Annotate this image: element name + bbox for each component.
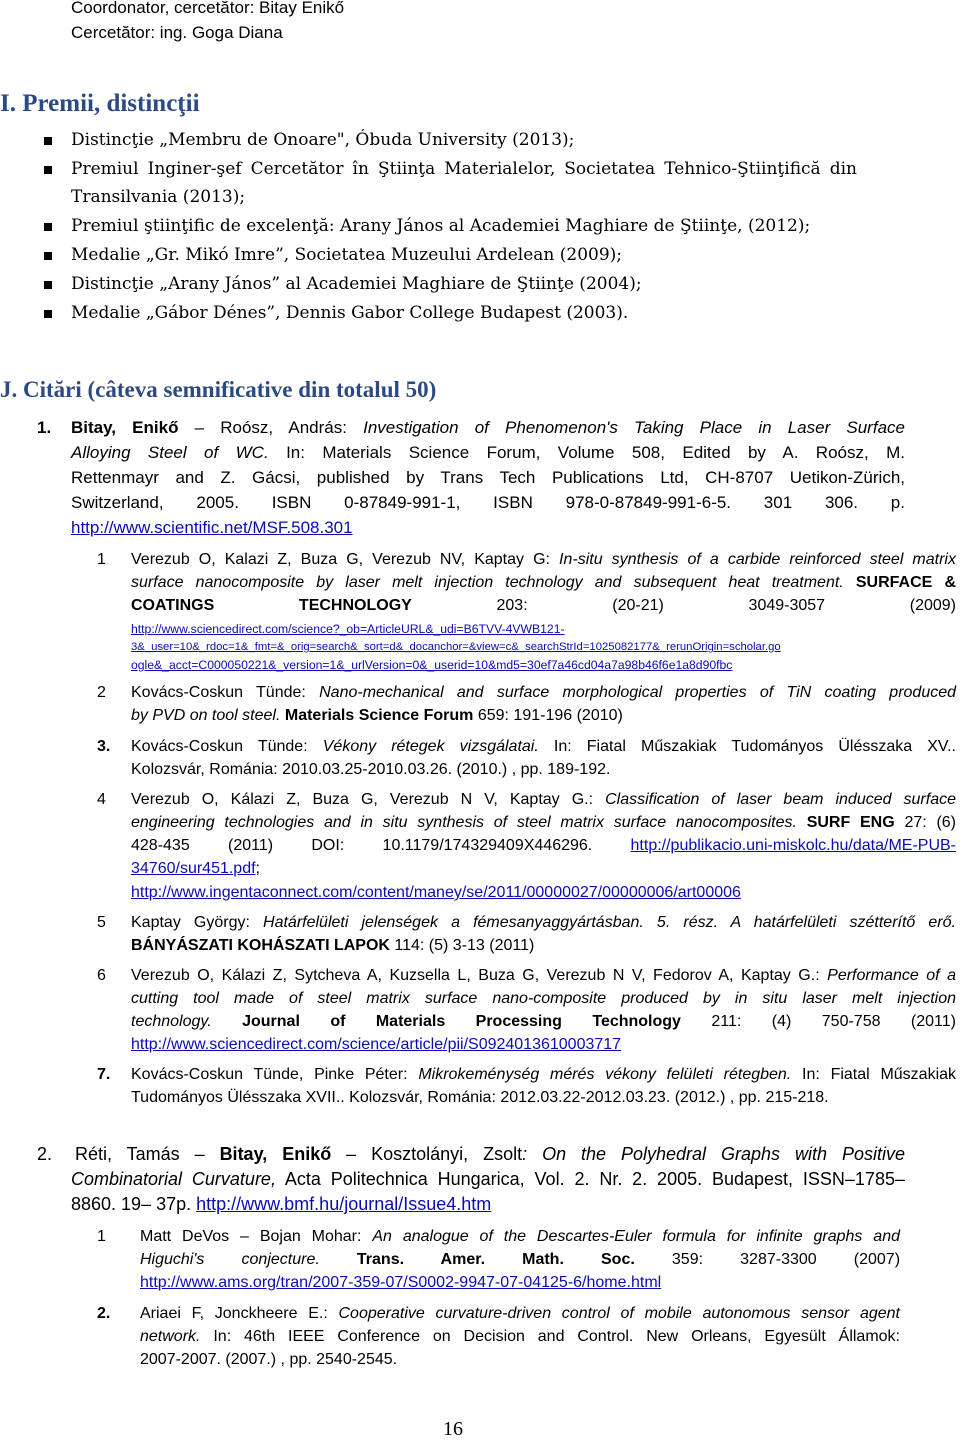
ref-number: 2 — [97, 684, 106, 701]
ref-line: 2007-2007. (2007.) , pp. 2540-2545. — [140, 1351, 398, 1368]
ref-link[interactable]: 34760/sur451.pdf — [131, 860, 256, 877]
paper-line: 8860. 19– 37p. http://www.bmf.hu/journal/Issue4.htm — [71, 1194, 492, 1214]
ref-line: Verezub O, Kálazi Z, Sytcheva A, Kuzsella L, Buza G, Verezub N V, Fedorov A, Kaptay G.: Performance of a — [131, 967, 956, 984]
ref-link[interactable]: ogle&_acct=C000050221&_version=1&_urlVersion=0&_userid=10&md5=30ef7a46cd04a7a98b46f6e1a8d90fbc — [131, 658, 733, 672]
ref-line: by PVD on tool steel. Materials Science Forum 659: 191-196 (2010) — [131, 707, 623, 724]
ref-line: network. In: 46th IEEE Conference on Decision and Control. New Orleans, Egyesült Államok: — [140, 1328, 901, 1345]
ref-link[interactable]: http://www.ams.org/tran/2007-359-07/S0002-9947-07-04125-6/home.html — [140, 1274, 662, 1291]
paper-line: Réti, Tamás – Bitay, Enikő – Kosztolányi, Zsolt: On the Polyhedral Graphs with Positive — [75, 1144, 905, 1164]
ref-link[interactable]: http://www.sciencedirect.com/science/article/pii/S0924013610003717 — [131, 1036, 622, 1053]
bullet-icon — [44, 137, 52, 145]
ref-link[interactable]: 3&_user=10&_rdoc=1&_fmt=&_orig=search&_sort=d&_docanchor=&view=c&_searchStrId=1025082177&_rerunOrigin=scholar.go — [131, 641, 781, 653]
ref-link[interactable]: http://www.ingentaconnect.com/content/maney/se/2011/00000027/00000006/art00006 — [131, 884, 741, 901]
list-item: Distincţie „Arany János” al Academiei Maghiare de Ştiinţe (2004); — [71, 274, 642, 294]
ref-line: Matt DeVos – Bojan Mohar: An analogue of the Descartes-Euler formula for infinite graphs and — [140, 1228, 900, 1245]
paper-line: Switzerland, 2005. ISBN 0-87849-991-1, ISBN 978-0-87849-991-6-5. 301 306. p. — [71, 493, 905, 512]
ref-number: 3. — [97, 738, 111, 755]
paper-line: Bitay, Enikő – Roósz, András: Investigation of Phenomenon's Taking Place in Laser Surface — [71, 418, 905, 437]
list-item: Premiul Inginer-şef Cercetător în Ştiinţa Materialelor, Societatea Tehnico-Ştiinţifică din — [71, 159, 857, 179]
list-item: Premiul ştiinţific de excelenţă: Arany János al Academiei Maghiare de Ştiinţe, (2012); — [71, 216, 811, 236]
bullet-icon — [44, 252, 52, 260]
list-item: Medalie „Gábor Dénes”, Dennis Gabor College Budapest (2003). — [71, 303, 629, 323]
list-item: Distincţie „Membru de Onoare", Óbuda University (2013); — [71, 130, 575, 150]
ref-line: cutting tool made of steel matrix surface nano-composite produced by in situ laser melt injection — [131, 990, 956, 1007]
ref-line: COATINGS TECHNOLOGY 203: (20-21) 3049-3057 (2009) — [131, 597, 956, 614]
ref-number: 1 — [97, 551, 106, 568]
ref-line: Kovács-Coskun Tünde, Pinke Péter: Mikrokeménység mérés vékony felületi rétegben. In: Fiatal Műszakiak — [131, 1066, 957, 1083]
bullet-icon — [44, 281, 52, 289]
paper-line: Combinatorial Curvature, Acta Politechnica Hungarica, Vol. 2. Nr. 2. 2005. Budapest, ISSN–1785– — [71, 1169, 905, 1189]
ref-number: 6 — [97, 967, 106, 984]
researcher-line: Cercetător: ing. Goga Diana — [71, 23, 283, 42]
ref-line: surface nanocomposite by laser melt injection technology and subsequent heat treatment. SURFACE & — [131, 574, 956, 591]
list-item-continuation: Transilvania (2013); — [71, 187, 246, 207]
paper-link[interactable]: http://www.scientific.net/MSF.508.301 — [71, 518, 353, 537]
ref-number: 7. — [97, 1066, 111, 1083]
ref-line: Kovács-Coskun Tünde: Nano-mechanical and surface morphological properties of TiN coating produced — [131, 684, 957, 701]
paper-link[interactable]: http://www.bmf.hu/journal/Issue4.htm — [196, 1194, 492, 1214]
ref-line: Ariaei F, Jonckheere E.: Cooperative curvature-driven control of mobile autonomous sensor agent — [140, 1305, 900, 1322]
bullet-icon — [44, 223, 52, 231]
ref-line: Verezub O, Kalazi Z, Buza G, Verezub NV, Kaptay G: In-situ synthesis of a carbide reinforced steel matrix — [131, 551, 956, 568]
ref-line: BÁNYÁSZATI KOHÁSZATI LAPOK 114: (5) 3-13 (2011) — [131, 937, 535, 954]
ref-number: 4 — [97, 791, 106, 808]
coordinator-line: Coordonator, cercetător: Bitay Enikő — [71, 0, 345, 17]
page-number: 16 — [443, 1418, 463, 1440]
paper-number: 2. — [37, 1144, 53, 1164]
citations-heading: J. Citări (câteva semnificative din totalul 50) — [0, 377, 437, 402]
ref-line: 428-435 (2011) DOI: 10.1179/174329409X446296. http://publikacio.uni-miskolc.hu/data/ME-PUB- — [131, 837, 956, 854]
awards-heading: I. Premii, distincţii — [0, 90, 200, 117]
ref-line: Verezub O, Kálazi Z, Buza G, Verezub N V, Kaptay G.: Classification of laser beam induced surface — [131, 791, 957, 808]
paper-number: 1. — [37, 418, 52, 437]
ref-line: Kolozsvár, Románia: 2010.03.25-2010.03.26. (2010.) , pp. 189-192. — [131, 761, 611, 778]
ref-line: engineering technologies and in situ synthesis of steel matrix surface nanocomposites. SURF ENG 27: (6) — [131, 814, 956, 831]
ref-line: Kovács-Coskun Tünde: Vékony rétegek vizsgálatai. In: Fiatal Műszakiak Tudományos Ülésszaka XV.. — [131, 738, 957, 755]
ref-number: 5 — [97, 914, 106, 931]
ref-link[interactable]: http://www.sciencedirect.com/science?_ob=ArticleURL&_udi=B6TVV-4VWB121- — [131, 622, 565, 636]
ref-line: technology. Journal of Materials Processing Technology 211: (4) 750-758 (2011) — [131, 1013, 956, 1030]
paper-line: Rettenmayr and Z. Gácsi, published by Trans Tech Publications Ltd, CH-8707 Uetikon-Zürich, — [71, 468, 905, 487]
ref-number: 2. — [97, 1305, 111, 1322]
ref-line: Kaptay György: Határfelületi jelenségek a fémesanyaggyártásban. 5. rész. A határfelületi szétterítő erő. — [131, 914, 956, 931]
list-item: Medalie „Gr. Mikó Imre”, Societatea Muzeului Ardelean (2009); — [71, 245, 623, 265]
ref-line: Tudományos Ülésszaka XVII.. Kolozsvár, Románia: 2012.03.22-2012.03.23. (2012.) , pp. 215-218. — [131, 1089, 829, 1106]
bullet-icon — [44, 166, 52, 174]
ref-link[interactable]: http://publikacio.uni-miskolc.hu/data/ME-PUB- — [630, 837, 956, 854]
ref-line: 34760/sur451.pdf; — [131, 860, 260, 877]
paper-line: Alloying Steel of WC. In: Materials Science Forum, Volume 508, Edited by A. Roósz, M. — [71, 443, 905, 462]
ref-number: 1 — [97, 1228, 106, 1245]
ref-line: Higuchi's conjecture. Trans. Amer. Math. Soc. 359: 3287-3300 (2007) — [140, 1251, 901, 1268]
bullet-icon — [44, 310, 52, 318]
